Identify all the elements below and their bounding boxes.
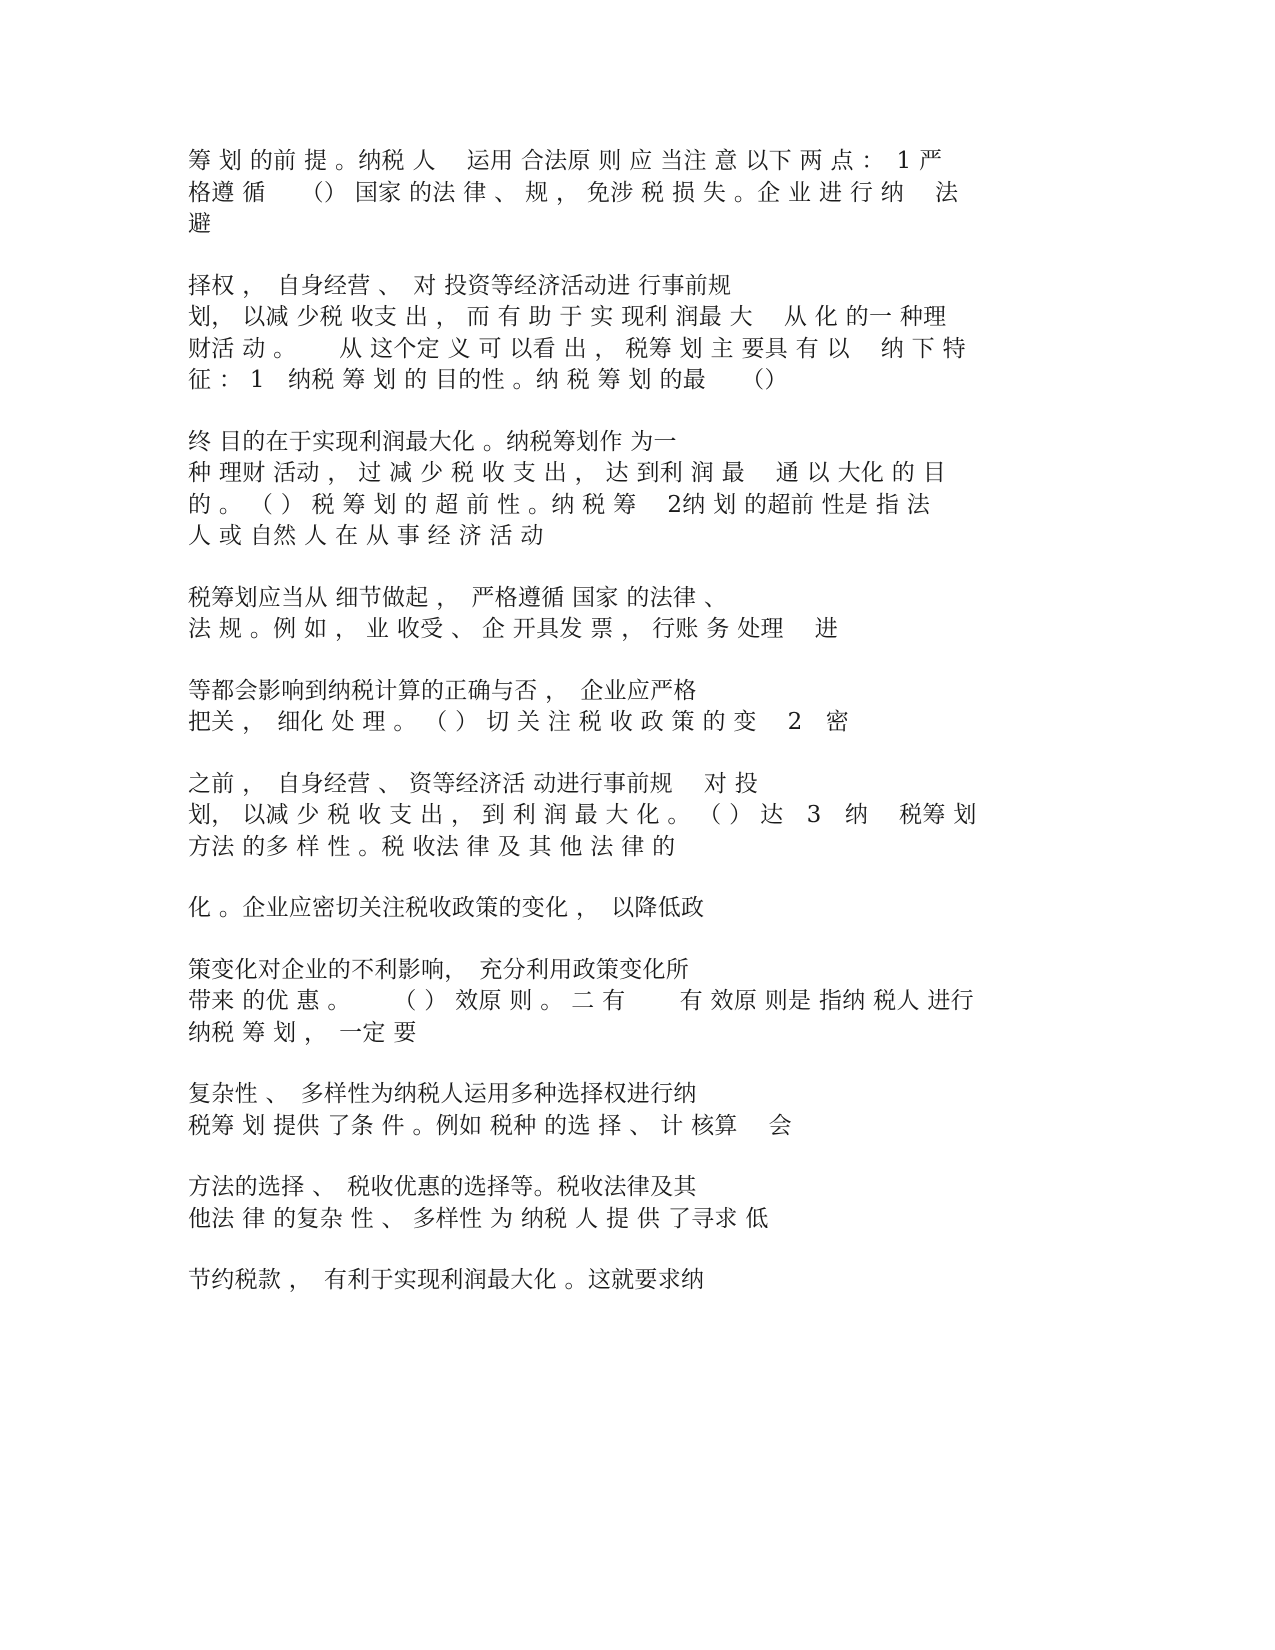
text-line: 他法 律 的复杂 性 、 多样性 为 纳税 人 提 供 了寻求 低: [188, 1205, 769, 1232]
text-line: 格遵 循 （） 国家 的法 律 、 规 ， 免涉 税 损 失 。企 业 进 行 纳 法: [188, 179, 959, 206]
document-page: [188, 146, 1108, 1327]
text-line: 税筹划应当从 细节做起 ， 严格遵循 国家 的法律 、: [188, 584, 728, 611]
text-line: 筹 划 的前 提 。纳税 人 运用 合法原 则 应 当注 意 以下 两 点 ： 1 严: [188, 148, 943, 174]
text-line: 之前 ， 自身经营 、 资等经济活 动进行事前规 对 投: [188, 770, 759, 797]
paragraph-4: [188, 583, 1108, 646]
text-line: 把关 ， 细化 处 理 。 （ ） 切 关 注 税 收 政 策 的 变 2 密: [188, 709, 850, 735]
paragraph-11: [188, 1265, 1108, 1297]
text-line: 法 规 。例 如 ， 业 收受 、 企 开具发 票 ， 行账 务 处理 进: [188, 616, 839, 642]
text-line: 择权 ， 自身经营 、 对 投资等经济活动进 行事前规: [188, 272, 732, 299]
paragraph-6: [188, 769, 1108, 864]
text-line: 人 或 自然 人 在 从 事 经 济 活 动: [188, 523, 544, 549]
text-line: 化 。企业应密切关注税收政策的变化 ， 以降低政: [188, 895, 705, 921]
text-line: 复杂性 、 多样性为纳税人运用多种选择权进行纳: [188, 1081, 697, 1107]
text-line: 终 目的在于实现利润最大化 。纳税筹划作 为一: [188, 428, 677, 455]
paragraph-5: [188, 676, 1108, 739]
text-line: 财活 动 。 从 这个定 义 可 以看 出 ， 税筹 划 主 要具 有 以 纳 下 特: [188, 335, 966, 362]
text-line: 策变化对企业的不利影响， 充分利用政策变化所: [188, 956, 690, 983]
paragraph-8: [188, 955, 1108, 1050]
text-line: 划， 以减 少税 收支 出 ， 而 有 助 于 实 现利 润最 大 从 化 的一 种理: [188, 304, 947, 330]
text-line: 征 ： 1 纳税 筹 划 的 目的性 。纳 税 筹 划 的最 （）: [188, 367, 788, 393]
paragraph-1: [188, 146, 1108, 241]
paragraph-10: [188, 1172, 1108, 1235]
paragraph-2: [188, 271, 1108, 397]
text-line: 方法的选择 、 税收优惠的选择等。税收法律及其: [188, 1174, 697, 1200]
paragraph-3: [188, 427, 1108, 553]
text-line: 的 。 （ ） 税 筹 划 的 超 前 性 。纳 税 筹 2纳 划 的超前 性是 指 法: [188, 491, 931, 518]
text-line: 避: [188, 211, 212, 237]
text-line: 带来 的优 惠 。 （ ） 效原 则 。 二 有 有 效原 则是 指纳 税人 进行: [188, 988, 974, 1014]
text-line: 纳税 筹 划 ， 一定 要: [188, 1019, 417, 1046]
text-line: 节约税款 ， 有利于实现利润最大化 。这就要求纳: [188, 1267, 705, 1293]
paragraph-7: [188, 893, 1108, 925]
text-line: 划， 以减 少 税 收 支 出 ， 到 利 润 最 大 化 。 （ ） 达 3 纳 税筹 划: [188, 802, 977, 828]
text-line: 税筹 划 提供 了条 件 。例如 税种 的选 择 、 计 核算 会: [188, 1112, 792, 1139]
text-line: 等都会影响到纳税计算的正确与否 ， 企业应严格: [188, 677, 697, 704]
text-line: 种 理财 活动 ， 过 减 少 税 收 支 出 ， 达 到利 润 最 通 以 大化 的 目: [188, 460, 947, 486]
text-line: 方法 的多 样 性 。税 收法 律 及 其 他 法 律 的: [188, 833, 676, 860]
paragraph-9: [188, 1079, 1108, 1142]
